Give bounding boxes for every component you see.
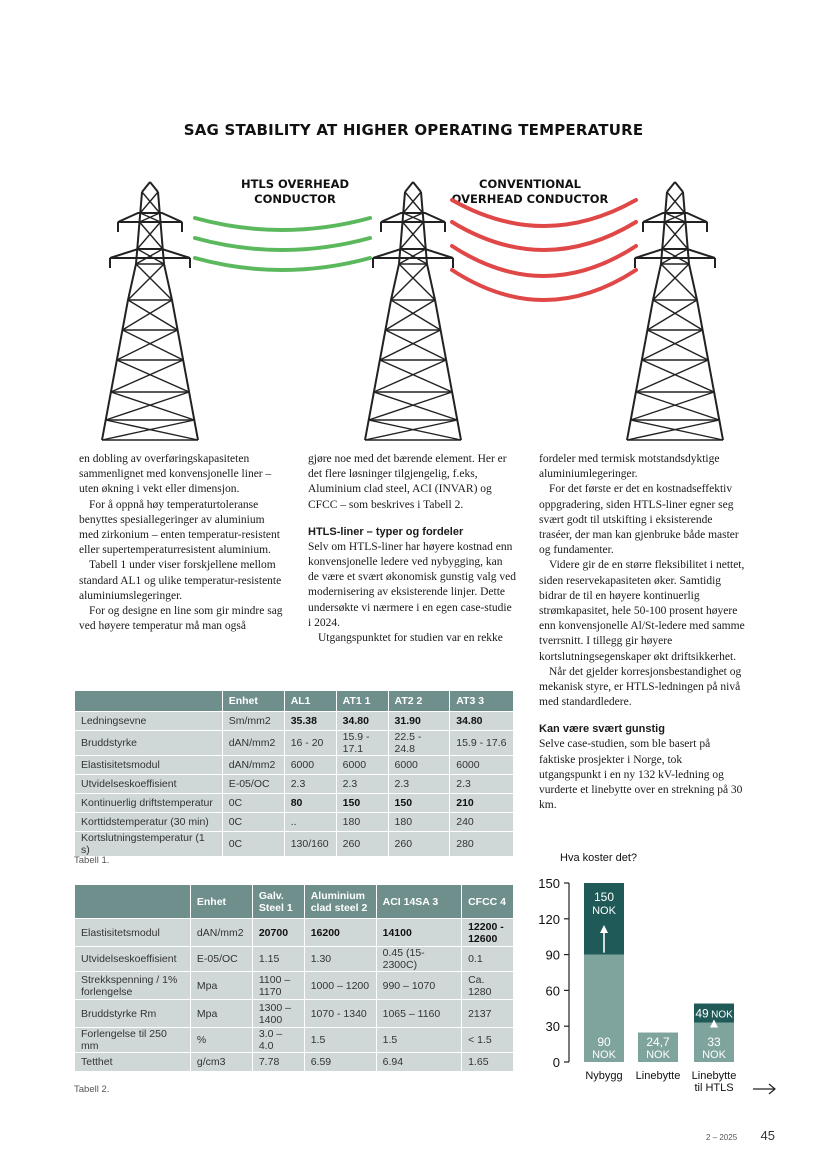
table-cell: Kortslutningstemperatur (1 s) <box>75 832 223 857</box>
table-row <box>75 947 514 972</box>
htls-label-line1: HTLS OVERHEAD <box>240 177 350 191</box>
table-cell: 260 <box>388 832 450 857</box>
table-cell: % <box>190 1028 252 1053</box>
table-cell: 0C <box>222 832 284 857</box>
paragraph: For det første er det en kostnadseffektiv oppgradering, siden HTLS-liner egner seg svært godt til utskifting i eksisterende traséer, der man kan gjenbruke både master og fundamenter. <box>539 483 739 557</box>
total-value-label: 150 <box>593 890 615 904</box>
figure-title: SAG STABILITY AT HIGHER OPERATING TEMPERATURE <box>183 121 644 139</box>
table-row <box>75 832 514 857</box>
table-cell: E-05/OC <box>190 947 252 972</box>
tower <box>102 182 198 440</box>
table-cell: 1065 – 1160 <box>376 1000 461 1028</box>
y-tick-label: 150 <box>538 876 560 891</box>
table-row <box>75 794 514 813</box>
total-unit-label: NOK <box>592 905 616 917</box>
table-cell: 130/160 <box>284 832 336 857</box>
table-1 <box>74 690 514 857</box>
table-cell: 0C <box>222 794 284 813</box>
table-cell: 6000 <box>388 756 450 775</box>
table-cell: 0.1 <box>462 947 514 972</box>
table-cell: 1.30 <box>304 947 376 972</box>
table-cell: 180 <box>336 813 388 832</box>
table-cell: 1.5 <box>376 1028 461 1053</box>
table-cell: 1.5 <box>304 1028 376 1053</box>
table-cell: 0.45 (15-2300C) <box>376 947 461 972</box>
table-row <box>75 756 514 775</box>
table-cell: g/cm3 <box>190 1053 252 1072</box>
table-cell: 2137 <box>462 1000 514 1028</box>
table-cell: 6000 <box>336 756 388 775</box>
paragraph: For og designe en line som gir mindre sag ved høyere temperatur må man også <box>79 605 283 633</box>
table-row <box>75 813 514 832</box>
table-row <box>75 1000 514 1028</box>
htls-label-line2: CONDUCTOR <box>254 192 336 206</box>
table-2-caption: Tabell 2. <box>74 1084 110 1095</box>
table-cell: 150 <box>336 794 388 813</box>
table-cell: Mpa <box>190 972 252 1000</box>
table-cell: Bruddstyrke Rm <box>75 1000 191 1028</box>
table-cell: 31.90 <box>388 712 450 731</box>
table-cell: Korttidstemperatur (30 min) <box>75 813 223 832</box>
table-cell: 6000 <box>284 756 336 775</box>
category-label: Nybygg <box>585 1070 623 1082</box>
table-cell: 1300 – 1400 <box>252 1000 304 1028</box>
paragraph: Når det gjelder korresjonsbestandighet og mekanisk styre, er HTLS-ledningen på nivå med standardledere. <box>539 665 742 709</box>
table-cell: 280 <box>450 832 514 857</box>
table-cell: 80 <box>284 794 336 813</box>
cost-bar-chart <box>525 872 780 1102</box>
table-2 <box>74 884 514 1072</box>
table-cell: Ledningsevne <box>75 712 223 731</box>
table-cell: 2.3 <box>450 775 514 794</box>
table-cell: 1070 - 1340 <box>304 1000 376 1028</box>
table-cell: 3.0 – 4.0 <box>252 1028 304 1053</box>
paragraph: Videre gir de en større fleksibilitet i nettet, siden reservekapasiteten øker. Samtidig bidrar de til en høyere kontinuerlig strømkapasitet, hele 50-100 prosent høyere enn konvensjonelle Al/St-ledere med samme tverrsnitt. I tillegg gir høyere kortslutningsegenskaper økt driftsikkerhet. <box>539 559 745 663</box>
total-unit-label: NOK <box>711 1009 733 1021</box>
table-header-cell: Aluminium clad steel 2 <box>304 885 376 919</box>
tower <box>365 182 461 440</box>
page-number: 45 <box>760 1128 775 1143</box>
table-cell: 2.3 <box>336 775 388 794</box>
paragraph: gjøre noe med det bærende element. Her er det flere løsninger tilgjengelig, f.eks, Aluminium clad steel, ACI (INVAR) og CFCC – som beskrives i Tabell 2. <box>308 453 507 511</box>
bar-value-label: 90 <box>597 1035 611 1049</box>
table-cell: 150 <box>388 794 450 813</box>
paragraph: Selve case-studien, som ble basert på faktiske prosjekter i Norge, tok utgangspunkt i en ny 132 kV-ledning og vurderte et linebytte over en strekning på 30 km. <box>539 738 743 812</box>
table-cell: 6.94 <box>376 1053 461 1072</box>
table-cell: 34.80 <box>336 712 388 731</box>
bar-value-label: 24,7 <box>646 1035 670 1049</box>
htls-conductor-wire <box>195 258 370 270</box>
y-tick-label: 30 <box>545 1019 560 1035</box>
table-header-row <box>75 691 514 712</box>
text-column-1 <box>79 452 287 634</box>
text-column-2 <box>308 452 516 646</box>
table-header-cell: CFCC 4 <box>462 885 514 919</box>
y-tick-label: 120 <box>538 911 560 927</box>
paragraph: en dobling av overføringskapasiteten sammenlignet med konvensjonelle liner – uten økning i vekt eller dimensjon. <box>79 453 272 496</box>
table-row <box>75 1053 514 1072</box>
bar-unit-label: NOK <box>646 1049 670 1061</box>
table-row <box>75 919 514 947</box>
table-cell: 6000 <box>450 756 514 775</box>
table-cell: 2.3 <box>388 775 450 794</box>
table-cell: Mpa <box>190 1000 252 1028</box>
paragraph: Tabell 1 under viser forskjellene mellom standard AL1 og ulike temperatur-resistente aluminiumslegeringer. <box>79 559 282 602</box>
section-heading: HTLS-liner – typer og fordeler <box>308 525 464 538</box>
table-cell: 20700 <box>252 919 304 947</box>
table-row <box>75 731 514 756</box>
table-cell: 1.65 <box>462 1053 514 1072</box>
table-header-row <box>75 885 514 919</box>
table-cell: Kontinuerlig driftstemperatur <box>75 794 223 813</box>
table-cell: 1.15 <box>252 947 304 972</box>
table-cell: Elastisitetsmodul <box>75 919 191 947</box>
table-row <box>75 972 514 1000</box>
category-label: Linebytte <box>635 1070 681 1082</box>
table-cell: 16200 <box>304 919 376 947</box>
bar-value-label: 33 <box>707 1035 721 1049</box>
table-cell: 22.5 - 24.8 <box>388 731 450 756</box>
section-heading: Kan være svært gunstig <box>539 723 665 736</box>
table-cell: 1100 – 1170 <box>252 972 304 1000</box>
conventional-label-line1: CONVENTIONAL <box>479 177 581 191</box>
conventional-conductor-wire <box>452 200 636 226</box>
table-row <box>75 775 514 794</box>
table-cell: 2.3 <box>284 775 336 794</box>
table-header-cell: ACI 14SA 3 <box>376 885 461 919</box>
total-value-label: 49 <box>695 1006 709 1021</box>
table-cell: dAN/mm2 <box>222 756 284 775</box>
table-cell: Utvidelseskoeffisient <box>75 775 223 794</box>
table-1-caption: Tabell 1. <box>74 855 110 866</box>
conventional-label-line2: OVERHEAD CONDUCTOR <box>451 192 609 206</box>
table-cell: 240 <box>450 813 514 832</box>
y-tick-label: 60 <box>545 983 560 999</box>
htls-conductor-wire <box>195 238 370 250</box>
paragraph: fordeler med termisk motstandsdyktige aluminiumlegeringer. <box>539 453 720 481</box>
table-header-cell: Enhet <box>190 885 252 919</box>
table-cell: 15.9 - 17.1 <box>336 731 388 756</box>
table-cell: 12200 - 12600 <box>462 919 514 947</box>
y-tick-label: 0 <box>552 1055 560 1070</box>
y-tick-label: 90 <box>545 947 560 963</box>
table-cell: Ca. 1280 <box>462 972 514 1000</box>
tower <box>627 182 723 440</box>
bar-unit-label: NOK <box>592 1049 616 1061</box>
table-cell: Bruddstyrke <box>75 731 223 756</box>
table-header-cell: AT2 2 <box>388 691 450 712</box>
table-cell: 7.78 <box>252 1053 304 1072</box>
category-label: Linebytte <box>691 1070 737 1082</box>
table-cell: 35.38 <box>284 712 336 731</box>
transmission-tower-illustration <box>0 170 827 445</box>
issue-number: 2 – 2025 <box>706 1133 738 1142</box>
table-row <box>75 1028 514 1053</box>
paragraph: Selv om HTLS-liner har høyere kostnad enn konvensjonelle ledere ved nybygging, kan de være et svært økonomisk gunstig valg ved modernisering av eksisterende linjer. Dette undersøkte vi nærmere i en egen case-studie i 2024. <box>308 540 516 629</box>
table-header-cell: AT1 1 <box>336 691 388 712</box>
table-cell: Elastisitetsmodul <box>75 756 223 775</box>
table-cell: 0C <box>222 813 284 832</box>
table-cell: 210 <box>450 794 514 813</box>
table-header-cell <box>75 691 223 712</box>
table-cell: Sm/mm2 <box>222 712 284 731</box>
category-label: til HTLS <box>694 1082 734 1094</box>
table-header-cell: Galv. Steel 1 <box>252 885 304 919</box>
table-cell: 180 <box>388 813 450 832</box>
table-header-cell: AT3 3 <box>450 691 514 712</box>
table-cell: 34.80 <box>450 712 514 731</box>
table-header-cell: Enhet <box>222 691 284 712</box>
table-cell: Tetthet <box>75 1053 191 1072</box>
table-cell: 16 - 20 <box>284 731 336 756</box>
table-header-cell <box>75 885 191 919</box>
table-cell: Strekkspenning / 1% forlengelse <box>75 972 191 1000</box>
table-cell: Utvidelseskoeffisient <box>75 947 191 972</box>
table-cell: 6.59 <box>304 1053 376 1072</box>
table-cell: 990 – 1070 <box>376 972 461 1000</box>
table-cell: 15.9 - 17.6 <box>450 731 514 756</box>
text-column-3 <box>539 452 747 813</box>
table-cell: dAN/mm2 <box>190 919 252 947</box>
table-cell: 260 <box>336 832 388 857</box>
table-cell: 1000 – 1200 <box>304 972 376 1000</box>
paragraph: Utgangspunktet for studien var en rekke <box>318 632 503 645</box>
table-row <box>75 712 514 731</box>
table-cell: .. <box>284 813 336 832</box>
paragraph: For å oppnå høy temperaturtoleranse benyttes spesiallegeringer av aluminium med zirkonium – enten temperatur-resistent eller supertemperaturresistent aluminium. <box>79 498 280 557</box>
chart-title: Hva koster det? <box>560 852 638 864</box>
htls-conductor-wire <box>195 218 370 230</box>
table-cell: 14100 <box>376 919 461 947</box>
table-header-cell: AL1 <box>284 691 336 712</box>
table-cell: E-05/OC <box>222 775 284 794</box>
table-cell: Forlengelse til 250 mm <box>75 1028 191 1053</box>
table-cell: < 1.5 <box>462 1028 514 1053</box>
table-cell: dAN/mm2 <box>222 731 284 756</box>
bar-unit-label: NOK <box>702 1049 726 1061</box>
